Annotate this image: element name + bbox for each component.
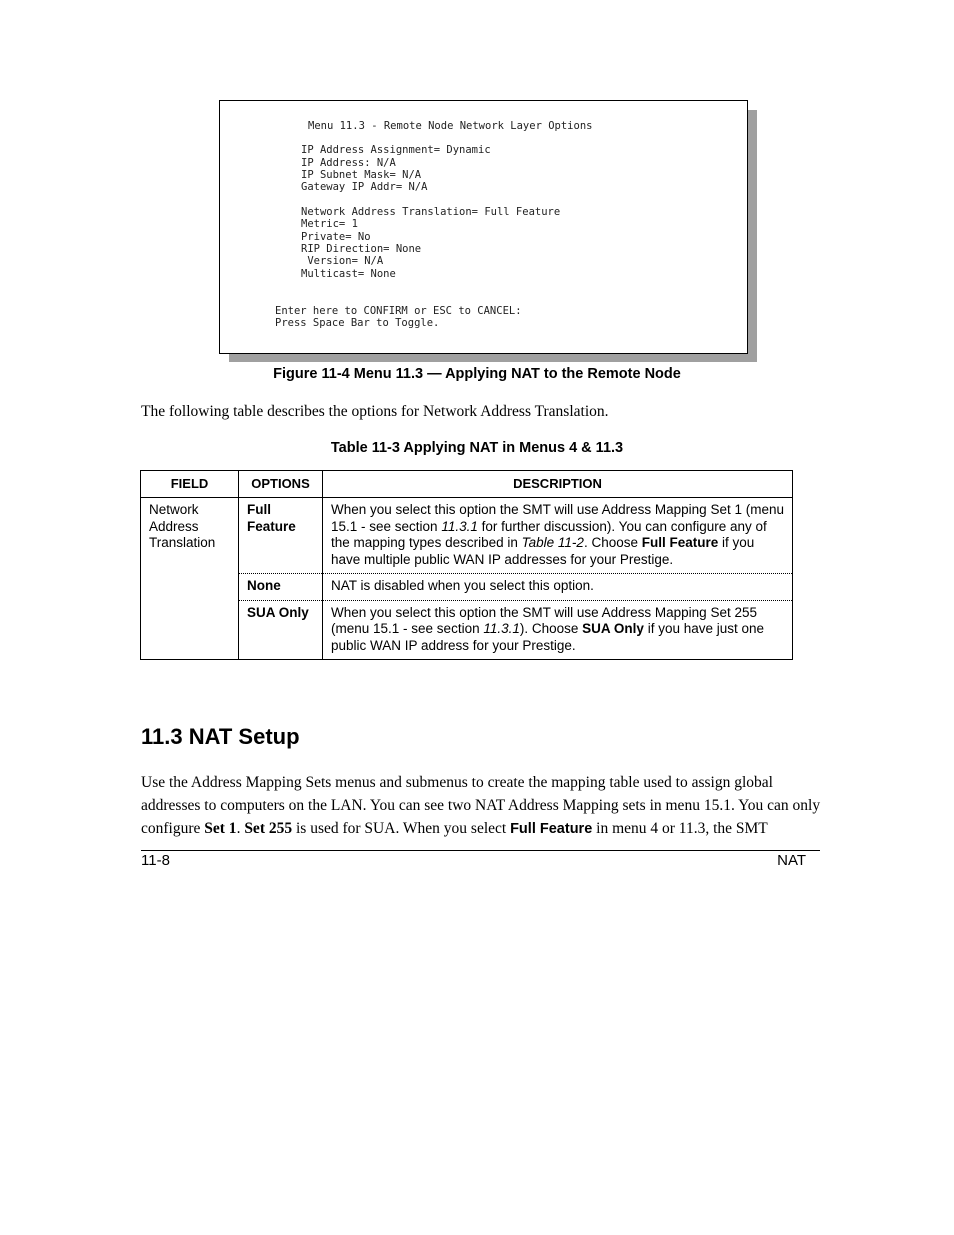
option-cell: Full Feature [239,498,323,574]
terminal-screen [219,100,748,354]
terminal-line: Multicast= None [301,268,396,280]
description-cell: NAT is disabled when you select this option. [323,574,793,601]
terminal-line: Gateway IP Addr= N/A [301,181,428,193]
chapter-name: NAT [777,852,806,869]
table-row [141,574,793,601]
section-heading: 11.3 NAT Setup [141,724,300,749]
figure-caption: Figure 11-4 Menu 11.3 — Applying NAT to the Remote Node [273,366,681,382]
terminal-prompt: Enter here to CONFIRM or ESC to CANCEL: [275,305,522,317]
description-cell: When you select this option the SMT will use Address Mapping Set 255 (menu 15.1 - see section 11.3.1). Choose SUA Only if you have just one public WAN IP address for your Prestige. [323,600,793,660]
field-cell: Network Address Translation [141,498,239,660]
description-cell: When you select this option the SMT will use Address Mapping Set 1 (menu 15.1 - see section 11.3.1 for further discussion). You can configure any of the mapping types described in Table 11-2. Choose Full Feature if you have multiple public WAN IP addresses for your Prestige. [323,498,793,574]
terminal-menu-title: Menu 11.3 - Remote Node Network Layer Options [308,120,593,132]
header-description: DESCRIPTION [323,471,793,498]
option-cell: None [239,574,323,601]
footer-divider [141,850,820,851]
terminal-line: IP Subnet Mask= N/A [301,169,422,181]
header-field: FIELD [141,471,239,498]
table-header-row [141,471,793,498]
terminal-line: Version= N/A [301,255,384,267]
options-table [140,470,793,660]
table-caption: Table 11-3 Applying NAT in Menus 4 & 11.3 [330,440,624,456]
page-number: 11-8 [141,852,170,869]
terminal-line: RIP Direction= None [301,243,422,255]
intro-paragraph: The following table describes the options for Network Address Translation. [141,403,609,420]
header-options: OPTIONS [239,471,323,498]
table-row [141,498,793,574]
terminal-line: IP Address Assignment= Dynamic [301,144,491,156]
section-paragraph: Use the Address Mapping Sets menus and submenus to create the mapping table used to assign global addresses to computers on the LAN. You can see two NAT Address Mapping sets in menu 15.1. You can only configure Set 1. Set 255 is used for SUA. When you select Full Feature in menu 4 or 11.3, the SMT [141,774,821,837]
terminal-line: IP Address: N/A [301,157,396,169]
terminal-line: Private= No [301,231,371,243]
terminal-line: Metric= 1 [301,218,358,230]
table-row [141,600,793,660]
option-cell: SUA Only [239,600,323,660]
terminal-prompt: Press Space Bar to Toggle. [275,317,440,329]
terminal-line: Network Address Translation= Full Feature [301,206,561,218]
